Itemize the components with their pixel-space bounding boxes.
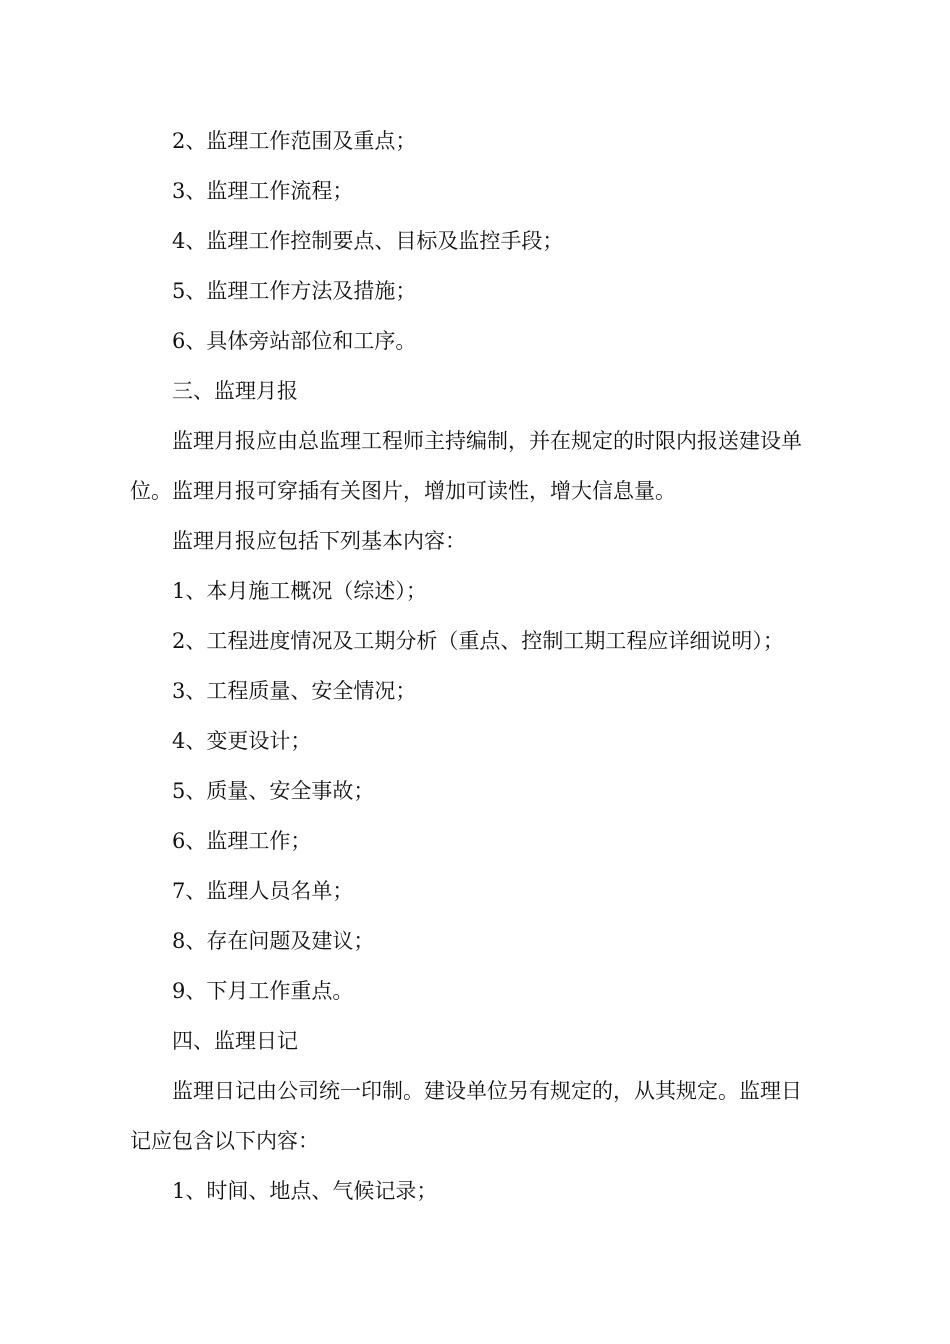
list-item: 5、监理工作方法及措施； [172, 279, 417, 303]
list-item: 6、监理工作； [172, 829, 312, 853]
list-item: 1、本月施工概况（综述）； [172, 579, 427, 603]
list-item: 2、监理工作范围及重点； [172, 129, 417, 153]
section-heading-daily-log: 四、监理日记 [172, 1029, 298, 1053]
list-item: 4、变更设计； [172, 729, 312, 753]
list-item: 4、监理工作控制要点、目标及监控手段； [172, 229, 564, 253]
list-item: 1、时间、地点、气候记录； [172, 1179, 438, 1203]
paragraph-line: 位。监理月报可穿插有关图片，增加可读性，增大信息量。 [130, 479, 676, 503]
list-item: 7、监理人员名单； [172, 879, 354, 903]
document-body [130, 116, 835, 1216]
list-item: 6、具体旁站部位和工序。 [172, 329, 417, 353]
list-item: 2、工程进度情况及工期分析（重点、控制工期工程应详细说明）； [172, 629, 784, 653]
list-item: 3、监理工作流程； [172, 179, 354, 203]
list-item: 9、下月工作重点。 [172, 979, 354, 1003]
paragraph-line: 监理日记由公司统一印制。建设单位另有规定的，从其规定。监理日 [172, 1079, 802, 1103]
paragraph: 监理月报应包括下列基本内容： [172, 529, 466, 553]
section-heading-monthly-report: 三、监理月报 [172, 379, 298, 403]
paragraph-line: 记应包含以下内容： [130, 1129, 319, 1153]
list-item: 3、工程质量、安全情况； [172, 679, 417, 703]
list-item: 8、存在问题及建议； [172, 929, 375, 953]
list-item: 5、质量、安全事故； [172, 779, 375, 803]
paragraph-line: 监理月报应由总监理工程师主持编制，并在规定的时限内报送建设单 [172, 429, 802, 453]
